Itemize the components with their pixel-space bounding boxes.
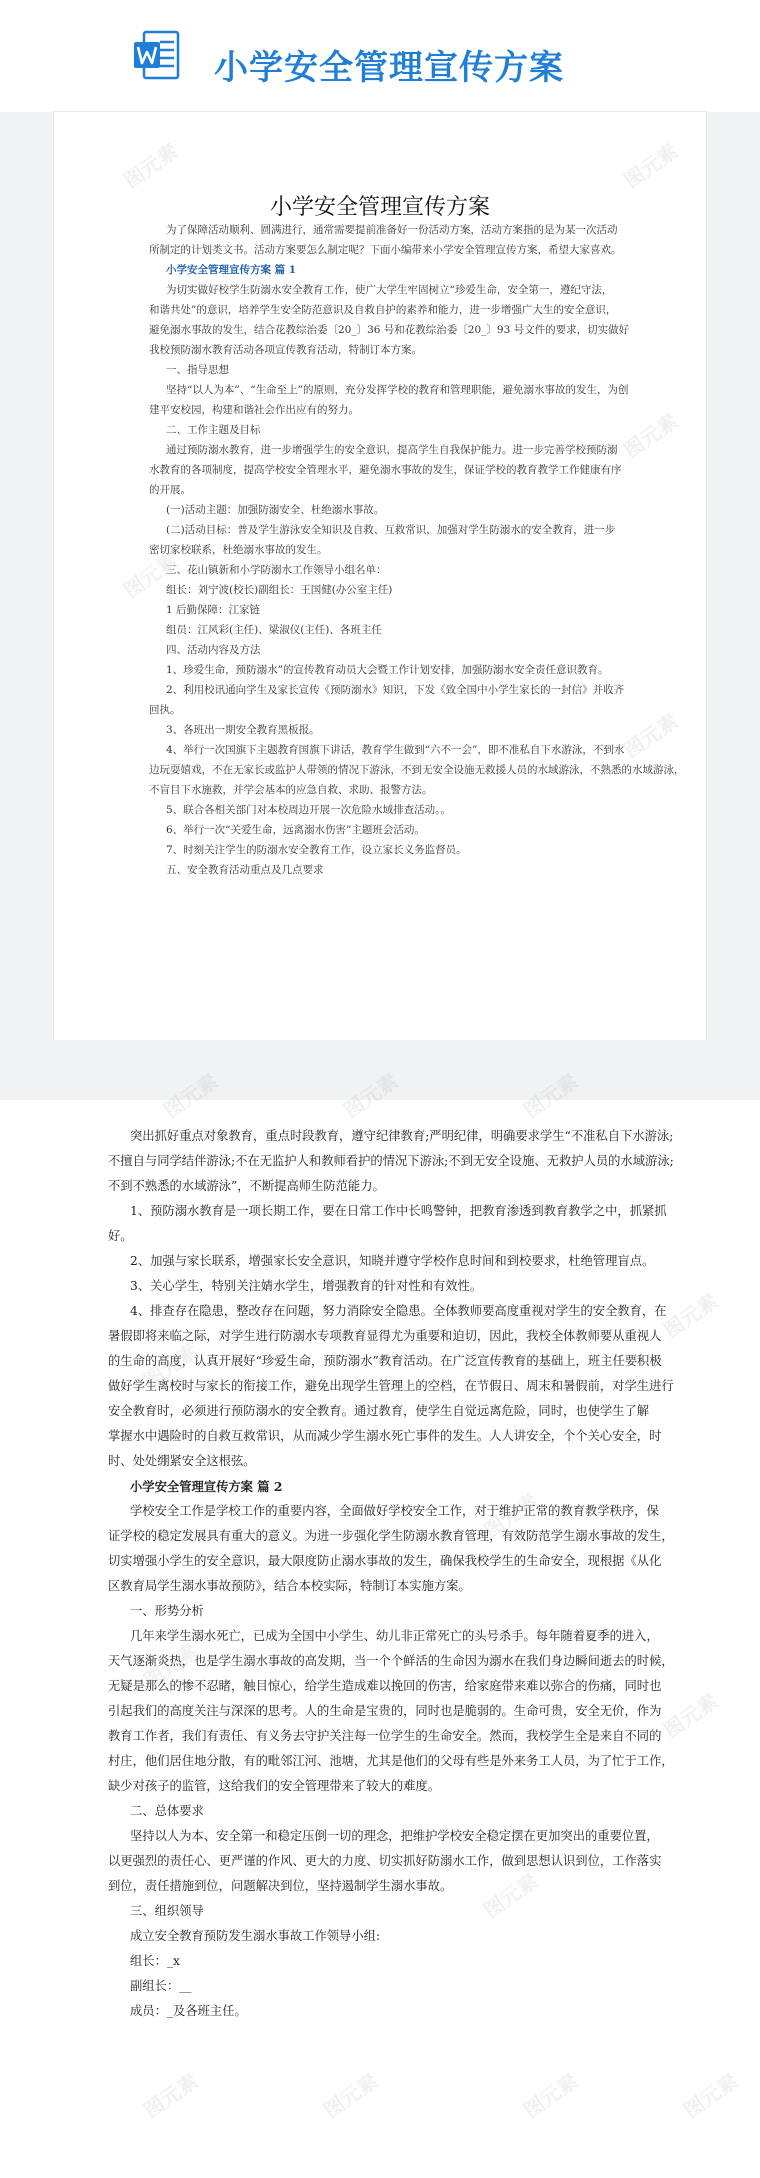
paragraph-line: 不到不熟悉的水域游泳”，不断提高师生防范能力。 (108, 1179, 385, 1193)
paragraph-line: 我校预防溺水教育活动各项宣传教育活动，特制订本方案。 (149, 344, 422, 356)
paragraph-line: 二、总体要求 (130, 1804, 204, 1818)
paragraph-line: 缺少对孩子的监管，这给我们的安全管理带来了较大的难度。 (108, 1779, 441, 1793)
paragraph-line: 为了保障活动顺利、圆满进行，通常需要提前准备好一份活动方案，活动方案指的是为某一次活动 (166, 224, 618, 236)
paragraph-line: 证学校的稳定发展具有重大的意义。为进一步强化学生防溺水教育管理，有效防范学生溺水事故的发生， (108, 1529, 674, 1543)
paragraph-line: 一、指导思想 (166, 364, 229, 376)
section-heading: 小学安全管理宣传方案 篇 2 (130, 1479, 283, 1494)
paragraph-line: 3、各班出一期安全教育黑板报。 (166, 724, 320, 736)
paragraph-line: 的开展。 (149, 484, 191, 496)
paragraph-line: 1、预防溺水教育是一项长期工作，要在日常工作中长鸣警钟，把教育渗透到教育教学之中，抓紧抓 (130, 1204, 667, 1218)
paragraph-line: 时、处处绷紧安全这根弦。 (108, 1454, 256, 1468)
paragraph-line: 三、花山镇新和小学防溺水工作领导小组名单： (166, 564, 387, 576)
paragraph-line: (一)活动主题：加强防溺安全、杜绝溺水事故。 (166, 504, 385, 516)
paragraph-line: 成员：_及各班主任。 (130, 2004, 247, 2018)
paragraph-line: 7、时刻关注学生的防溺水安全教育工作，设立家长义务监督员。 (166, 844, 467, 856)
paragraph-line: 通过预防溺水教育，进一步增强学生的安全意识，提高学生自我保护能力。进一步完善学校预防溺 (166, 444, 618, 456)
paragraph-line: 以更强烈的责任心、更严谨的作风、更大的力度、切实抓好防溺水工作，做到思想认识到位，工作落实 (108, 1854, 662, 1868)
paragraph-line: 五、安全教育活动重点及几点要求 (166, 864, 324, 876)
paragraph-line: 5、联合各相关部门对本校周边开展一次危险水域排查活动。。 (166, 804, 451, 816)
paragraph-line: 四、活动内容及方法 (166, 644, 261, 656)
paragraph-line: 水教育的各项制度，提高学校安全管理水平，避免溺水事故的发生，保证学校的教育教学工作健康有序 (149, 464, 622, 476)
paragraph-line: 好。 (108, 1229, 133, 1243)
paragraph-line: 三、组织领导 (130, 1904, 204, 1918)
header-title: 小学安全管理宣传方案 (214, 48, 564, 88)
paragraph-line: 副组长：__ (130, 1979, 192, 1993)
document-title: 小学安全管理宣传方案 (269, 195, 490, 220)
paragraph-line: 教育工作者，我们有责任、有义务去守护关注每一位学生的生命安全。然而，我校学生全是来自不同的 (108, 1729, 662, 1743)
paragraph-line: 一、形势分析 (130, 1604, 204, 1618)
paragraph-line: 回执。 (149, 704, 181, 716)
paragraph-line: 几年来学生溺水死亡，已成为全国中小学生、幼儿非正常死亡的头号杀手。每年随着夏季的进入， (130, 1629, 659, 1643)
paragraph-line: 村庄，他们居住地分散，有的毗邻江河、池塘，尤其是他们的父母有些是外来务工人员，为了忙于工作， (108, 1754, 674, 1768)
paragraph-line: 到位，责任措施到位，问题解决到位，坚持遏制学生溺水事故。 (108, 1879, 453, 1893)
paragraph-line: 无疑是那么的惨不忍睹，触目惊心，给学生造成难以挽回的伤害，给家庭带来难以弥合的伤痛，同时也 (108, 1679, 662, 1693)
paragraph-line: 密切家校联系，杜绝溺水事故的发生。 (149, 544, 328, 556)
word-document-icon (134, 30, 180, 82)
paragraph-line: 边玩耍嬉戏，不在无家长或监护人带领的情况下游泳，不到无安全设施无救援人员的水域游泳，不熟悉的水域游泳， (149, 764, 685, 776)
paragraph-line: 1、珍爱生命，预防溺水”的宣传教育动员大会暨工作计划安排，加强防溺水安全责任意识教育。 (166, 664, 609, 676)
document-page-2 (0, 1100, 760, 2178)
paragraph-line: (二)活动目标：普及学生游泳安全知识及自救、互救常识，加强对学生防溺水的安全教育，进一步 (166, 524, 616, 536)
paragraph-line: 和谐共处”的意识，培养学生安全防范意识及自救自护的素养和能力，进一步增强广大生的安全意识， (149, 304, 617, 316)
paragraph-line: 的生命的高度，认真开展好“珍爱生命，预防溺水”教育活动。在广泛宣传教育的基础上，班主任要积极 (108, 1354, 662, 1368)
paragraph-line: 安全教育时，必须进行预防溺水的安全教育。通过教育，使学生自觉远离危险，同时，也使学生了解 (108, 1404, 650, 1418)
page-2-body (108, 1124, 680, 2024)
paragraph-line: 不擅自与同学结伴游泳;不在无监护人和教师看护的情况下游泳;不到无安全设施、无救护人员的水域游泳; (108, 1154, 674, 1168)
paragraph-line: 1 后勤保障：江家链 (166, 604, 261, 616)
paragraph-line: 引起我们的高度关注与深深的思考。人的生命是宝贵的，同时也是脆弱的。生命可贵，安全无价，作为 (108, 1704, 662, 1718)
paragraph-line: 2、加强与家长联系，增强家长安全意识，知晓并遵守学校作息时间和到校要求，杜绝管理盲点。 (130, 1254, 655, 1268)
paragraph-line: 成立安全教育预防发生溺水事故工作领导小组: (130, 1929, 381, 1943)
paragraph-line: 不盲目下水施救，并学会基本的应急自救、求助、报警方法。 (149, 784, 433, 796)
paragraph-line: 所制定的计划类文书。活动方案要怎么制定呢？下面小编带来小学安全管理宣传方案，希望大家喜欢。 (149, 244, 622, 256)
page-header (0, 0, 760, 112)
paragraph-line: 坚持“以人为本”、“生命至上”的原则，充分发挥学校的教育和管理职能，避免溺水事故的发生，为创 (166, 384, 629, 396)
paragraph-line: 坚持以人为本、安全第一和稳定压倒一切的理念，把维护学校安全稳定摆在更加突出的重要位置， (130, 1829, 659, 1843)
paragraph-line: 天气逐渐炎热，也是学生溺水事故的高发期，当一个个鲜活的生命因为溺水在我们身边瞬间逝去的时候， (108, 1654, 674, 1668)
section-heading: 小学安全管理宣传方案 篇 1 (166, 264, 297, 276)
paragraph-line: 切实增强小学生的安全意识，最大限度防止溺水事故的发生，确保我校学生的生命安全，现根据《从化 (108, 1554, 662, 1568)
paragraph-line: 掌握水中遇险时的自救互救常识，从而减少学生溺水死亡事件的发生。人人讲安全，个个关心安全，时 (108, 1429, 662, 1443)
paragraph-line: 3、关心学生，特别关注婧水学生，增强教育的针对性和有效性。 (130, 1279, 483, 1293)
paragraph-line: 区教育局学生溺水事故预防》，结合本校实际，特制订本实施方案。 (108, 1579, 471, 1593)
paragraph-line: 2、利用校讯通向学生及家长宣传《预防溺水》知识，下发《致全国中小学生家长的一封信》并收齐 (166, 684, 625, 696)
paragraph-line: 组长：刘宁波(校长)副组长：王国健(办公室主任) (166, 584, 393, 596)
page-1-body (149, 220, 689, 880)
paragraph-line: 4、举行一次国旗下主题教育国旗下讲话，教育学生做到“六不一会”，即不准私自下水游泳，不到水 (166, 744, 625, 756)
paragraph-line: 做好学生离校时与家长的衔接工作，避免出现学生管理上的空档，在节假日、周末和暑假前，对学生进行 (108, 1379, 674, 1393)
paragraph-line: 暑假即将来临之际，对学生进行防溺水专项教育显得尤为重要和迫切，因此，我校全体教师要从重视人 (108, 1329, 662, 1343)
paragraph-line: 6、举行一次“关爱生命，远离溺水伤害”主题班会活动。 (166, 824, 425, 836)
page-gap (0, 1040, 760, 1100)
paragraph-line: 4、排查存在隐患，整改存在问题，努力消除安全隐患。全体教师要高度重视对学生的安全教育，在 (130, 1304, 667, 1318)
paragraph-line: 组长：_x (130, 1954, 180, 1968)
paragraph-line: 建平安校园，构建和谐社会作出应有的努力。 (149, 404, 359, 416)
paragraph-line: 二、工作主题及目标 (166, 424, 261, 436)
paragraph-line: 为切实做好校学生防溺水安全教育工作，使广大学生牢固树立“珍爱生命，安全第一，遵纪守法， (166, 284, 613, 296)
paragraph-line: 学校安全工作是学校工作的重要内容，全面做好学校安全工作，对于维护正常的教育教学秩序，保 (130, 1504, 659, 1518)
paragraph-line: 组员：江风彩(主任)、梁淑仪(主任)、各班主任 (166, 624, 382, 636)
paragraph-line: 避免溺水事故的发生，结合花教综治委〔20_〕36 号和花教综治委〔20_〕93 号文件的要求，切实做好 (149, 324, 630, 336)
paragraph-line: 突出抓好重点对象教育，重点时段教育，遵守纪律教育;严明纪律，明确要求学生“不准私自下水游泳; (130, 1129, 674, 1143)
document-page-1 (54, 112, 706, 1040)
